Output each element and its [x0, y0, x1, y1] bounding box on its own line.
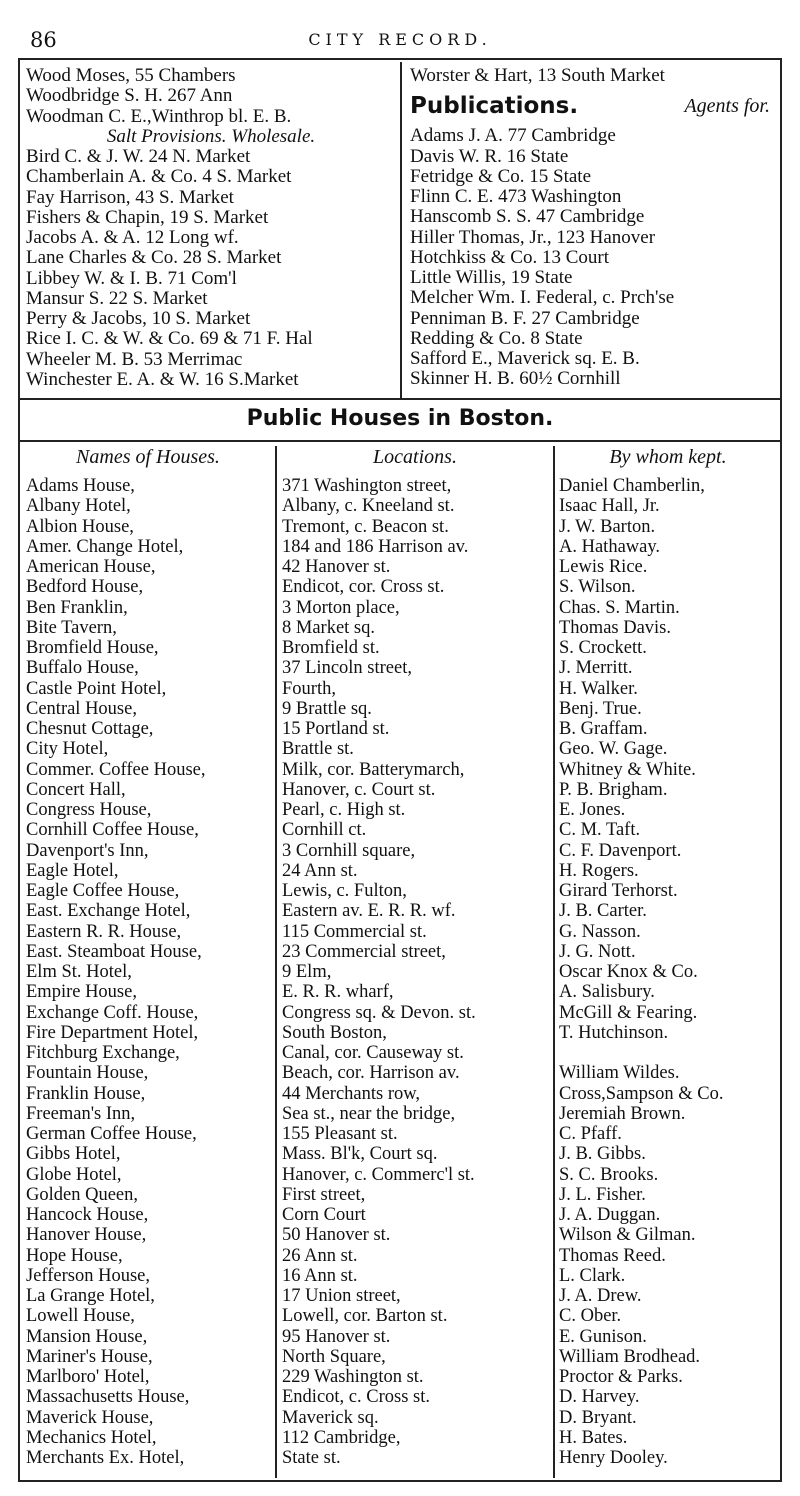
list-item: Wheeler M. B. 53 Merrimac — [26, 348, 243, 370]
list-item: Perry & Jacobs, 10 S. Market — [26, 308, 251, 329]
house-name: Eagle Hotel, — [26, 860, 119, 881]
house-location: Beach, cor. Harrison av. — [282, 1063, 460, 1084]
list-item: Davis W. R. 16 State — [410, 145, 569, 167]
section-heading-publications — [410, 86, 778, 126]
publications-subtitle: Agents for. — [684, 95, 770, 118]
house-keeper: J. W. Barton. — [559, 516, 656, 537]
house-location: 26 Ann st. — [282, 1245, 358, 1266]
list-item: Hotchkiss & Co. 13 Court — [410, 246, 609, 268]
house-name: East. Steamboat House, — [26, 941, 202, 962]
house-name: Davenport's Inn, — [26, 840, 149, 861]
house-keeper: Daniel Chamberlin, — [559, 476, 705, 496]
house-name: Congress House, — [26, 800, 152, 820]
section-divider — [18, 398, 782, 400]
house-location: Hanover, c. Commerc'l st. — [282, 1164, 475, 1185]
house-location: Brattle st. — [282, 739, 354, 760]
house-keeper: Jeremiah Brown. — [559, 1103, 686, 1124]
house-keeper: A. Hathaway. — [559, 536, 661, 557]
house-name: Elm St. Hotel, — [26, 962, 132, 982]
list-item: Jacobs A. & A. 12 Long wf. — [26, 227, 239, 248]
house-name: Hancock House, — [26, 1205, 149, 1225]
list-item: Penniman B. F. 27 Cambridge — [410, 307, 640, 329]
house-name: Freeman's Inn, — [26, 1103, 136, 1124]
house-location: 16 Ann st. — [282, 1265, 358, 1286]
house-keeper: J. B. Gibbs. — [559, 1144, 646, 1165]
house-names-column — [26, 476, 274, 1468]
house-keeper: Henry Dooley. — [559, 1448, 668, 1468]
house-keeper: C. Pfaff. — [559, 1124, 622, 1144]
house-location: First street, — [282, 1184, 366, 1205]
house-keeper: McGill & Fearing. — [559, 1002, 698, 1023]
house-keeper: Geo. W. Gage. — [559, 739, 668, 760]
house-location: 15 Portland st. — [282, 719, 390, 739]
house-name: Fire Department Hotel, — [26, 1022, 199, 1043]
house-keeper: Proctor & Parks. — [559, 1367, 683, 1387]
house-name: Bite Tavern, — [26, 617, 117, 638]
house-keeper: C. Ober. — [559, 1306, 622, 1327]
house-location: Endicot, cor. Cross st. — [282, 577, 445, 598]
house-name: German Coffee House, — [26, 1124, 197, 1144]
house-location: Eastern av. E. R. R. wf. — [282, 901, 456, 922]
house-name: American House, — [26, 557, 156, 577]
list-item: Lane Charles & Co. 28 S. Market — [26, 247, 282, 269]
house-location: 229 Washington st. — [282, 1367, 424, 1387]
running-title: CITY RECORD. — [308, 30, 492, 49]
house-location: Pearl, c. High st. — [282, 800, 406, 820]
house-keeper: Oscar Knox & Co. — [559, 962, 698, 982]
house-location: 50 Hanover st. — [282, 1225, 391, 1246]
column-header-kept: By whom kept. — [609, 446, 727, 468]
salt-provisions-list — [26, 147, 396, 390]
house-keeper: Thomas Davis. — [559, 617, 672, 638]
house-name: Amer. Change Hotel, — [26, 536, 184, 557]
house-location: Tremont, c. Beacon st. — [282, 516, 449, 537]
page-header — [18, 24, 782, 60]
house-keeper: L. Clark. — [559, 1265, 626, 1286]
list-item: Wood Moses, 55 Chambers — [26, 65, 236, 86]
list-item: Skinner H. B. 60½ Cornhill — [410, 368, 621, 390]
top-column-divider — [400, 62, 402, 398]
house-name: La Grange Hotel, — [26, 1286, 155, 1306]
house-name: Albion House, — [26, 516, 134, 537]
public-houses-title: Public Houses in Boston. — [246, 406, 554, 431]
house-location: Cornhill ct. — [282, 820, 367, 841]
house-location: Albany, c. Kneeland st. — [282, 496, 455, 517]
table-top-rule — [18, 440, 782, 442]
house-location: 3 Morton place, — [282, 597, 400, 618]
house-keeper: Thomas Reed. — [559, 1245, 666, 1266]
house-name: Central House, — [26, 698, 137, 719]
house-location: Mass. Bl'k, Court sq. — [282, 1144, 438, 1165]
house-keeper: D. Bryant. — [559, 1407, 637, 1428]
house-name: Massachusetts House, — [26, 1387, 190, 1408]
house-name: Fountain House, — [26, 1063, 149, 1084]
house-location: 8 Market sq. — [282, 617, 375, 638]
house-keeper: Cross,Sampson & Co. — [559, 1083, 724, 1104]
publications-title: Publications. — [410, 93, 579, 120]
house-name: Golden Queen, — [26, 1184, 138, 1205]
house-name: Eagle Coffee House, — [26, 881, 180, 901]
house-keeper: Isaac Hall, Jr. — [559, 496, 660, 517]
house-keeper: William Wildes. — [559, 1063, 680, 1084]
house-location: 155 Pleasant st. — [282, 1124, 398, 1144]
list-item: Hiller Thomas, Jr., 123 Hanover — [410, 226, 656, 248]
list-item: Libbey W. & I. B. 71 Com'l — [26, 267, 237, 289]
column-header-locations: Locations. — [373, 446, 457, 468]
house-name: Merchants Ex. Hotel, — [26, 1448, 185, 1468]
house-name: Bromfield House, — [26, 638, 159, 658]
house-keeper: C. F. Davenport. — [559, 840, 682, 861]
house-keeper: H. Bates. — [559, 1427, 628, 1448]
list-item: Safford E., Maverick sq. E. B. — [410, 348, 640, 369]
section-heading-salt-provisions: Salt Provisions. Wholesale. — [106, 125, 316, 147]
list-item: Flinn C. E. 473 Washington — [410, 186, 622, 207]
list-item: Adams J. A. 77 Cambridge — [410, 125, 616, 147]
house-keeper: E. Jones. — [559, 800, 626, 820]
list-item: Melcher Wm. I. Federal, c. Prch'se — [410, 287, 675, 309]
house-location: Canal, cor. Causeway st. — [282, 1043, 464, 1063]
house-location: State st. — [282, 1448, 341, 1468]
house-keeper: T. Hutchinson. — [559, 1022, 669, 1043]
house-location: Sea st., near the bridge, — [282, 1103, 456, 1124]
house-location: 112 Cambridge, — [282, 1427, 401, 1448]
list-item: Little Willis, 19 State — [410, 267, 573, 288]
house-keeper: J. A. Drew. — [559, 1286, 642, 1306]
house-keeper: C. M. Taft. — [559, 820, 641, 841]
list-item: Mansur S. 22 S. Market — [26, 287, 208, 309]
house-keeper: P. B. Brigham. — [559, 779, 668, 800]
house-name: Cornhill Coffee House, — [26, 820, 199, 841]
house-name: Adams House, — [26, 476, 135, 496]
house-name: Marlboro' Hotel, — [26, 1367, 150, 1387]
house-keeper: J. G. Nott. — [559, 941, 636, 962]
house-name: Maverick House, — [26, 1407, 154, 1428]
house-location: Fourth, — [282, 678, 336, 699]
house-location: South Boston, — [282, 1022, 387, 1043]
house-location: E. R. R. wharf, — [282, 982, 394, 1003]
house-keeper: H. Rogers. — [559, 860, 639, 881]
house-name: Buffalo House, — [26, 658, 139, 679]
page-number: 86 — [30, 28, 57, 52]
table-column-divider-2 — [553, 446, 555, 1478]
list-item: Chamberlain A. & Co. 4 S. Market — [26, 166, 292, 188]
house-name: Exchange Coff. House, — [26, 1002, 199, 1023]
house-keeper: G. Nasson. — [559, 921, 641, 942]
house-location: 42 Hanover st. — [282, 557, 391, 577]
house-name: Mariner's House, — [26, 1346, 153, 1367]
house-keeper: E. Gunison. — [559, 1326, 647, 1347]
house-location: 37 Lincoln street, — [282, 658, 412, 679]
house-location: 184 and 186 Harrison av. — [282, 536, 469, 557]
list-item: Hanscomb S. S. 47 Cambridge — [410, 206, 645, 228]
house-keeper: S. Wilson. — [559, 577, 636, 598]
house-name: Ben Franklin, — [26, 597, 128, 618]
list-item: Fishers & Chapin, 19 S. Market — [26, 206, 269, 228]
house-keepers-column — [559, 476, 781, 1468]
house-location: North Square, — [282, 1346, 386, 1367]
house-location: Lowell, cor. Barton st. — [282, 1306, 448, 1327]
house-location: Corn Court — [282, 1205, 366, 1225]
house-name: Mansion House, — [26, 1326, 148, 1347]
house-location: Maverick sq. — [282, 1407, 379, 1428]
house-location: Lewis, c. Fulton, — [282, 881, 407, 901]
house-keeper: J. L. Fisher. — [559, 1184, 646, 1205]
list-item: Worster & Hart, 13 South Market — [410, 65, 665, 86]
house-name: Jefferson House, — [26, 1265, 150, 1286]
list-item: Redding & Co. 8 State — [410, 327, 583, 349]
house-keeper: Wilson & Gilman. — [559, 1225, 696, 1246]
house-name: Mechanics Hotel, — [26, 1427, 157, 1448]
house-name: Globe Hotel, — [26, 1164, 122, 1185]
house-location: 17 Union street, — [282, 1286, 401, 1306]
house-name: Lowell House, — [26, 1306, 135, 1327]
list-item: Fay Harrison, 43 S. Market — [26, 186, 234, 208]
house-location: 9 Brattle sq. — [282, 698, 372, 719]
house-location: Endicot, c. Cross st. — [282, 1387, 430, 1408]
house-keeper: D. Harvey. — [559, 1387, 640, 1408]
house-locations-column — [282, 476, 550, 1468]
house-name: Chesnut Cottage, — [26, 719, 154, 739]
house-keeper: J. A. Duggan. — [559, 1205, 661, 1225]
list-item: Rice I. C. & W. & Co. 69 & 71 F. Hal — [26, 328, 313, 350]
house-keeper: Girard Terhorst. — [559, 881, 678, 901]
house-name: Bedford House, — [26, 577, 144, 598]
house-location: Milk, cor. Batterymarch, — [282, 759, 465, 780]
house-location: 44 Merchants row, — [282, 1083, 421, 1104]
house-name: Franklin House, — [26, 1083, 146, 1104]
table-column-divider-1 — [275, 446, 277, 1478]
publications-list — [410, 126, 778, 389]
house-location: 9 Elm, — [282, 962, 332, 982]
house-name: Hanover House, — [26, 1225, 147, 1246]
column-header-names: Names of Houses. — [76, 446, 220, 468]
house-location: Bromfield st. — [282, 638, 380, 658]
house-name: Empire House, — [26, 982, 137, 1003]
house-name: Castle Point Hotel, — [26, 678, 167, 699]
list-item: Winchester E. A. & W. 16 S.Market — [26, 368, 299, 390]
house-name: Gibbs Hotel, — [26, 1144, 121, 1165]
house-location: 23 Commercial street, — [282, 941, 446, 962]
house-name: Hope House, — [26, 1245, 123, 1266]
house-keeper: S. Crockett. — [559, 638, 647, 658]
list-item: Woodman C. E.,Winthrop bl. E. B. — [26, 105, 292, 127]
house-name: Eastern R. R. House, — [26, 921, 182, 942]
house-keeper: William Brodhead. — [559, 1346, 701, 1367]
house-keeper: Benj. True. — [559, 698, 642, 719]
house-keeper: S. C. Brooks. — [559, 1164, 659, 1185]
house-location: 95 Hanover st. — [282, 1326, 391, 1347]
house-keeper: B. Graffam. — [559, 719, 648, 739]
house-name: City Hotel, — [26, 739, 109, 760]
house-location: 371 Washington street, — [282, 476, 452, 496]
house-location: 115 Commercial st. — [282, 921, 427, 942]
house-location: 3 Cornhill square, — [282, 840, 416, 861]
house-name: Commer. Coffee House, — [26, 759, 206, 780]
house-keeper: A. Salisbury. — [559, 982, 655, 1003]
top-left-column — [26, 66, 396, 390]
house-name: Albany Hotel, — [26, 496, 131, 517]
house-keeper: H. Walker. — [559, 678, 638, 699]
list-item: Bird C. & J. W. 24 N. Market — [26, 146, 251, 167]
house-keeper — [559, 1043, 781, 1063]
house-name: Concert Hall, — [26, 779, 126, 800]
house-location: 24 Ann st. — [282, 860, 358, 881]
house-keeper: J. B. Carter. — [559, 901, 647, 922]
house-location: Hanover, c. Court st. — [282, 779, 436, 800]
top-right-column — [410, 66, 778, 390]
house-keeper: J. Merritt. — [559, 658, 633, 679]
house-keeper: Chas. S. Martin. — [559, 597, 680, 618]
house-location: Congress sq. & Devon. st. — [282, 1002, 476, 1023]
house-name: Fitchburg Exchange, — [26, 1043, 180, 1063]
list-item: Woodbridge S. H. 267 Ann — [26, 85, 233, 107]
list-item: Fetridge & Co. 15 State — [410, 165, 592, 187]
house-keeper: Whitney & White. — [559, 759, 696, 780]
house-keeper: Lewis Rice. — [559, 557, 648, 577]
house-name: East. Exchange Hotel, — [26, 901, 191, 922]
